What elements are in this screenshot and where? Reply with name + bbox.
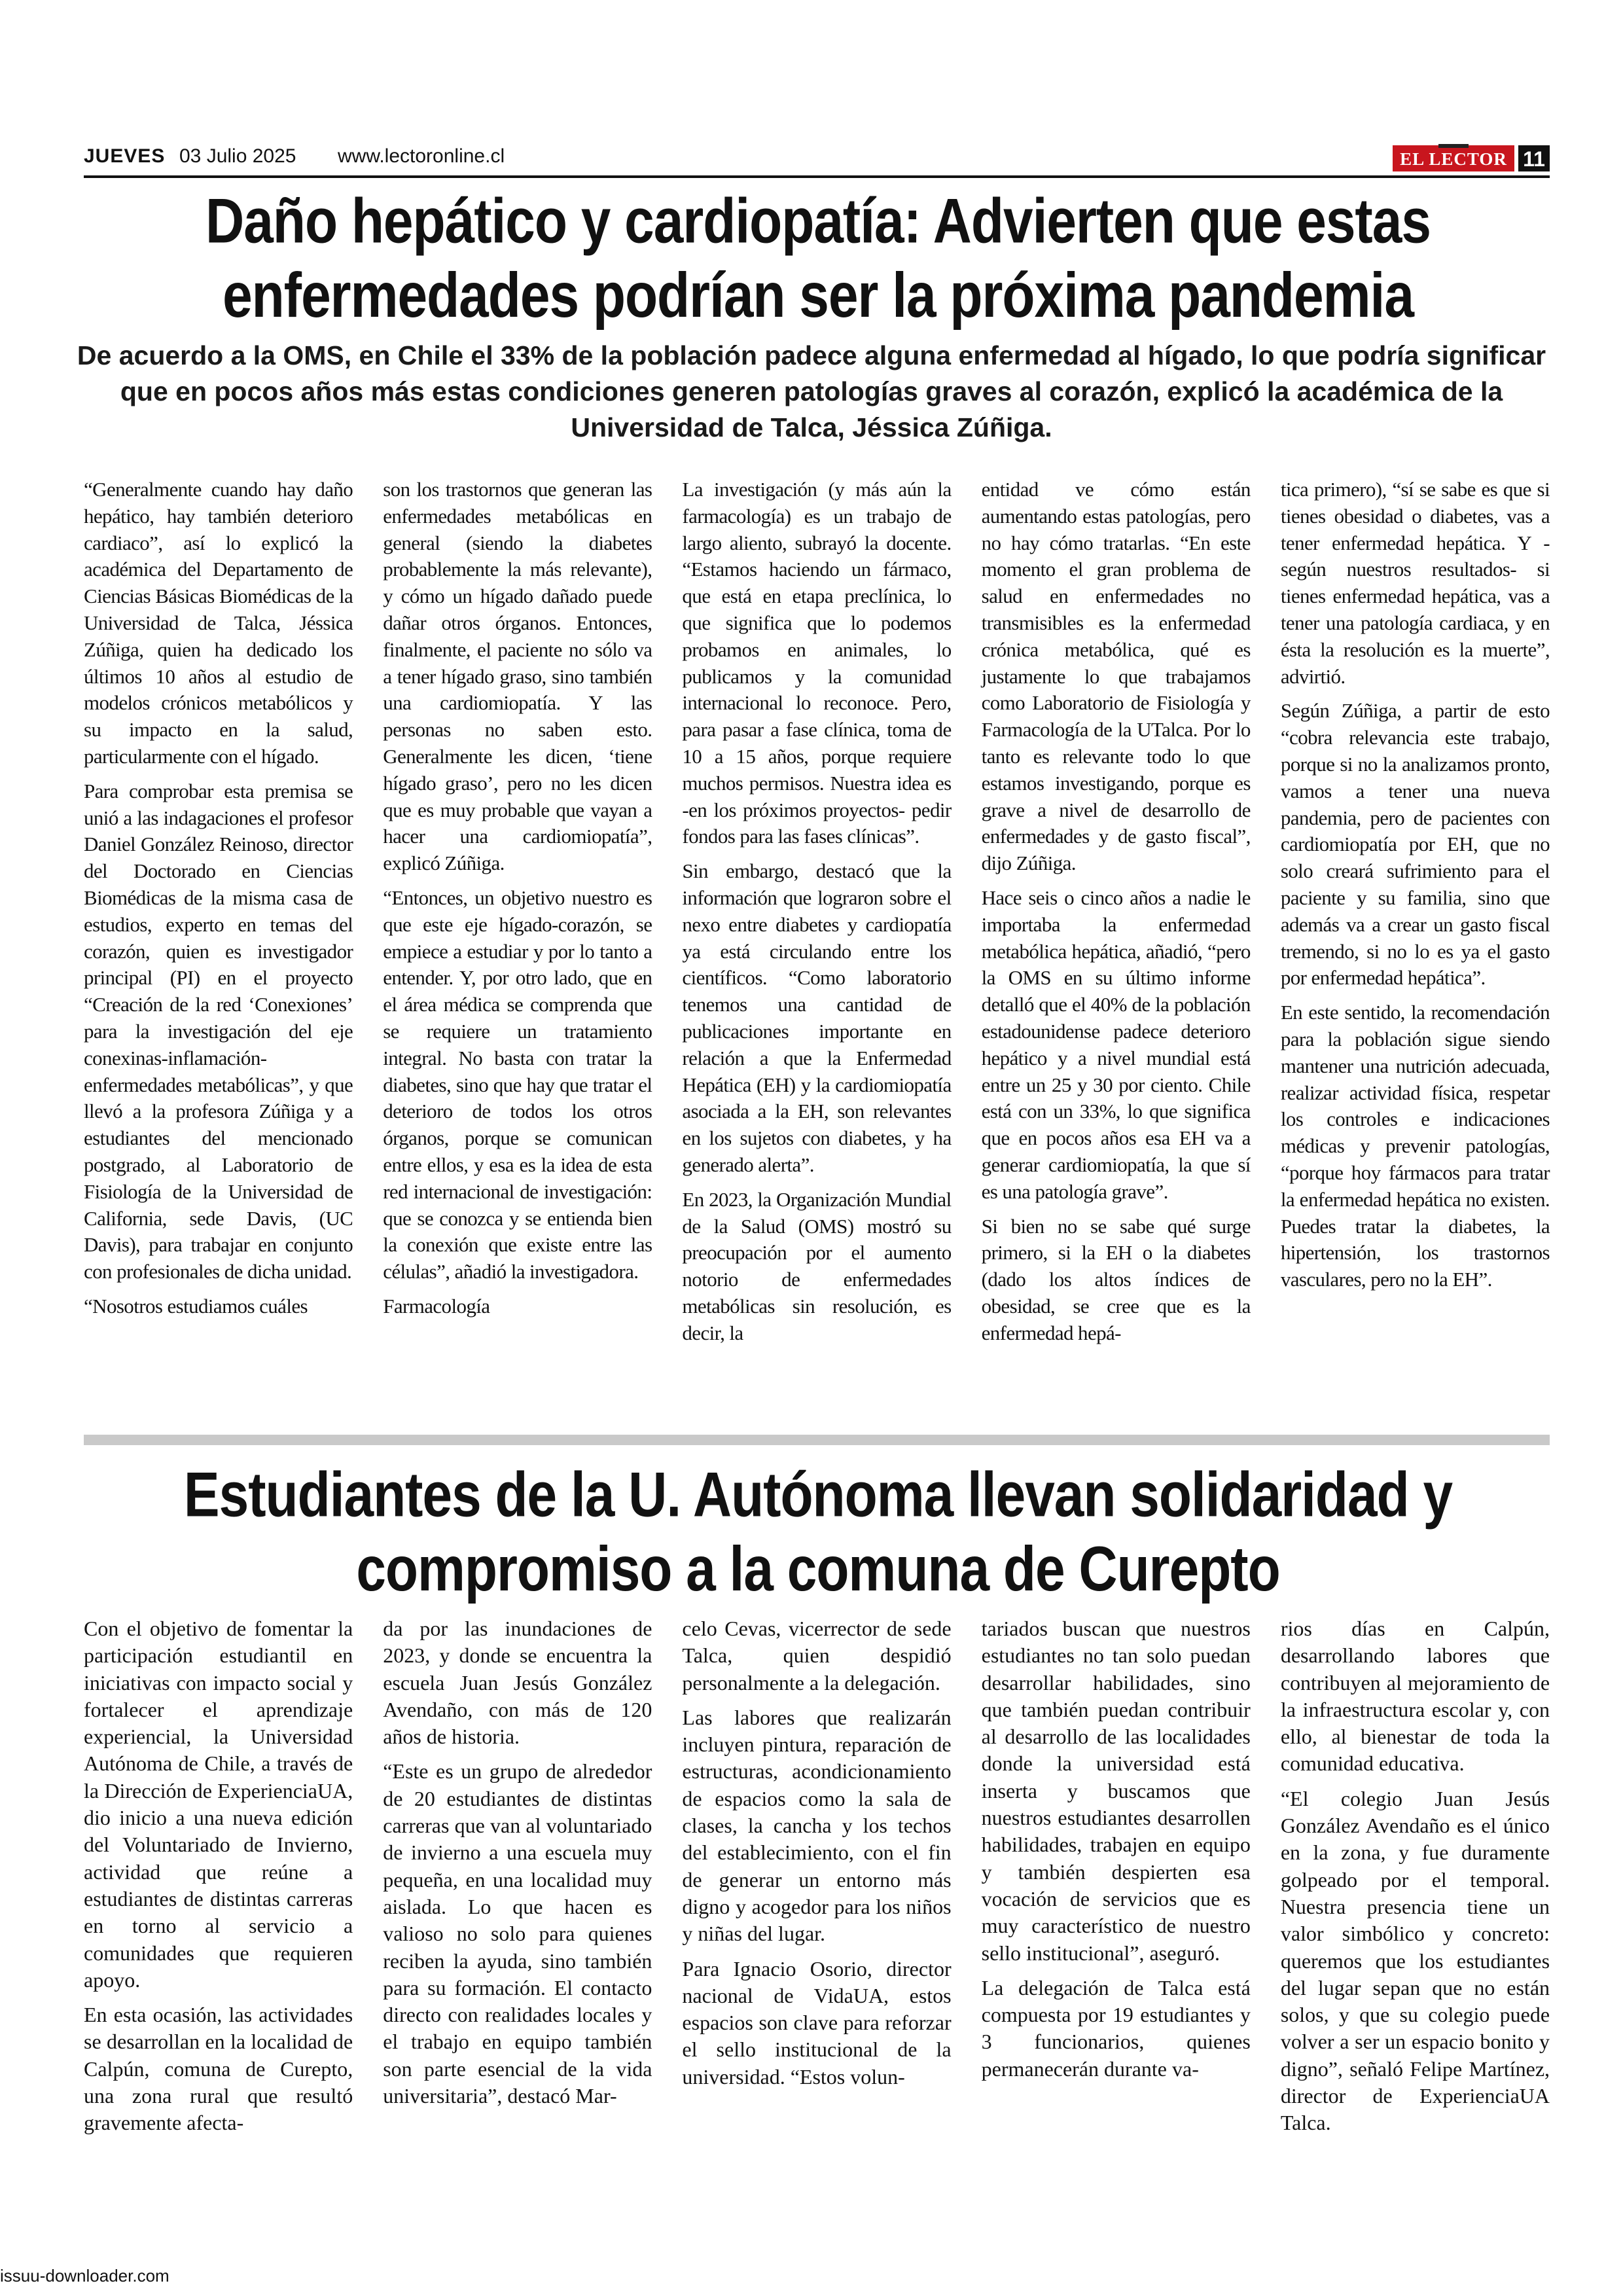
article1-column-2 — [383, 476, 652, 1418]
newspaper-logo — [1393, 145, 1514, 171]
paragraph: Para Ignacio Osorio, director nacional de VidaUA, estos espacios son clave para reforzar el sello institucional de la universidad. “Estos volun- — [682, 1956, 952, 2089]
article2-column-2 — [383, 1615, 652, 2191]
paragraph: “Entonces, un objetivo nuestro es que este eje hígado-corazón, se empiece a estudiar y por lo tanto a entender. Y, por otro lado, que en el área médica se comprenda que se requiere un tratamiento integral. No basta con tratar la diabetes, sino que hay que tratar el deterioro de todos los otros órganos, porque se comunican entre ellos, y esa es la idea de esta red internacional de investigación: que se conozca y se entienda bien la conexión que existe entre las células”, añadió la investigadora. — [383, 886, 652, 1283]
paragraph: tariados buscan que nuestros estudiantes no tan solo puedan desarrollar habilidades, sino que también puedan contribuir al desarrollo de las localidades donde la universidad está inserta y buscamos que nuestros estudiantes desarrollen habilidades, trabajen en equipo y también despierten esa vocación de servicios que es muy característico de nuestro sello institucional”, aseguró. — [981, 1617, 1251, 1965]
paragraph: La investigación (y más aún la farmacología) es un trabajo de largo aliento, subrayó la docente. “Estamos haciendo un fármaco, que está en etapa preclínica, lo que significa que lo podemos probamos en animales, lo publicamos y la comunidad internacional lo reconoce. Pero, para pasar a fase clínica, toma de 10 a 15 años, porque requiere muchos permisos. Nuestra idea es -en los próximos proyectos- pedir fondos para las fases clínicas”. — [682, 478, 952, 848]
watermark: issuu-downloader.com — [0, 2266, 169, 2286]
article1-column-1 — [84, 476, 353, 1418]
article2-column-5 — [1281, 1615, 1550, 2191]
paragraph: entidad ve cómo están aumentando estas patologías, pero no hay cómo tratarlas. “En este momento el gran problema de salud en enfermedades no transmisibles es la enfermedad crónica metabólica, qué es justamente lo que trabajamos como Laboratorio de Fisiología y Farmacología de la UTalca. Por lo tanto es relevante todo lo que estamos investigando, porque es grave a nivel de desarrollo de enfermedades y de gasto fiscal”, dijo Zúñiga. — [981, 478, 1251, 875]
paragraph: “El colegio Juan Jesús González Avendaño es el único en la zona, y fue duramente golpeado por el temporal. Nuestra presencia tiene un valor simbólico y concreto: queremos que los estudiantes del lugar sepan que no están solos, y que su colegio puede volver a ser un espacio bonito y digno”, señaló Felipe Martínez, director de ExperienciaUA Talca. — [1280, 1786, 1550, 2135]
article2-column-4 — [982, 1615, 1251, 2191]
article1-headline-line1: Daño hepático y cardiopatía: Advierten que estas — [205, 186, 1431, 257]
paragraph: tica primero), “sí se sabe es que si tienes obesidad o diabetes, vas a tener enfermedad hepática. Y -según nuestros resultados- si tienes enfermedad hepática, vas a tener una patología cardiaca, y en ésta la resolución es la muerte”, advirtió. — [1280, 478, 1550, 688]
article2-body — [84, 1615, 1550, 2191]
header-website[interactable]: www.lectoronline.cl — [338, 145, 505, 167]
article2-column-3 — [682, 1615, 951, 2191]
paragraph: Si bien no se sabe qué surge primero, si la EH o la diabetes (dado los altos índices de obesidad, se cree que es la enfermedad hepá- — [981, 1214, 1251, 1344]
article1-column-5 — [1281, 476, 1550, 1418]
article1-lede: De acuerdo a la OMS, en Chile el 33% de la población padece alguna enfermedad al hígado, lo que podría significar que en pocos años más estas condiciones generen patologías graves al corazón, explicó la académica de la Universidad de Talca, Jéssica Zúñiga. — [77, 340, 1546, 442]
article1-column-3 — [682, 476, 951, 1418]
page-header — [84, 145, 1550, 174]
article-separator — [84, 1435, 1550, 1445]
article1-column-4 — [982, 476, 1251, 1418]
paragraph: “Nosotros estudiamos cuáles — [84, 1294, 308, 1318]
paragraph: rios días en Calpún, desarrollando labores que contribuyen al mejoramiento de la infraestructura escolar y, con ello, al bienestar de toda la comunidad educativa. — [1280, 1617, 1550, 1776]
paragraph: “Este es un grupo de alrededor de 20 estudiantes de distintas carreras que van al voluntariado de invierno a una escuela muy pequeña, en una localidad muy aislada. Lo que hacen es valioso no solo para quienes reciben la ayuda, sino también para su formación. El contacto directo con realidades locales y el trabajo en equipo también son parte esencial de la vida universitaria”, destacó Mar- — [383, 1759, 652, 2108]
paragraph: Hace seis o cinco años a nadie le importaba la enfermedad metabólica hepática, añadió, “pero la OMS en su último informe detalló que el 40% de la población estadounidense padece deterioro hepático y a nivel mundial está entre un 25 y 30 por ciento. Chile está con un 33%, lo que significa que en pocos años esa EH va a generar cardiomiopatía, la que sí es una patología grave”. — [981, 886, 1251, 1203]
header-date: 03 Julio 2025 — [179, 145, 296, 167]
article2-column-1 — [84, 1615, 353, 2191]
subheading: Farmacología — [383, 1294, 490, 1318]
paragraph: Sin embargo, destacó que la información que lograron sobre el nexo entre diabetes y cardiopatía ya está circulando entre los científicos. “Como laboratorio tenemos una cantidad de publicaciones importante en relación a que la Enfermedad Hepática (EH) y la cardiomiopatía asociada a la EH, son relevantes en los sujetos con diabetes, y ha generado alerta”. — [682, 859, 952, 1176]
article1-body — [84, 476, 1550, 1418]
paragraph: En esta ocasión, las actividades se desarrollan en la localidad de Calpún, comuna de Curepto, una zona rural que resultó gravemente afecta- — [84, 2003, 353, 2135]
paragraph: son los trastornos que generan las enfermedades metabólicas en general (siendo la diabetes probablemente la más relevante), y cómo un hígado dañado puede dañar otros órganos. Entonces, finalmente, el paciente no sólo va a tener hígado graso, sino también una cardiomiopatía. Y las personas no saben esto. Generalmente les dicen, ‘tiene hígado graso’, pero no les dicen que es muy probable que vayan a hacer una cardiomiopatía”, explicó Zúñiga. — [383, 478, 652, 875]
paragraph: Según Zúñiga, a partir de esto “cobra relevancia este trabajo, porque si no la analizamos pronto, vamos a tener una nueva pandemia, pero de pacientes con cardiomiopatía por EH, que no solo creará sufrimiento para el paciente y su familia, sino que además va a crear un gasto fiscal tremendo, si no lo es ya el gasto por enfermedad hepática”. — [1280, 699, 1550, 990]
article2-headline — [85, 1458, 1551, 1607]
article2-headline-line2: compromiso a la comuna de Curepto — [356, 1534, 1280, 1605]
logo-text: EL LECTOR — [1400, 149, 1507, 169]
paragraph: En este sentido, la recomendación para la población sigue siendo mantener una nutrición adecuada, realizar actividad física, respetar los controles e indicaciones médicas y prevenir patologías, “porque hoy fármacos para tratar la enfermedad hepática no existen. Puedes tratar la diabetes, la hipertensión, los trastornos vasculares, pero no la EH”. — [1280, 1001, 1550, 1291]
article1-headline — [85, 185, 1551, 333]
logo-accent — [1438, 144, 1469, 148]
paragraph: Las labores que realizarán incluyen pintura, reparación de estructuras, acondicionamiento de espacios como la sala de clases, la cancha y los techos del establecimiento, con el fin de generar un entorno más digno y acogedor para los niños y niñas del lugar. — [682, 1705, 952, 1946]
article2-headline-line1: Estudiantes de la U. Autónoma llevan solidaridad y — [183, 1460, 1453, 1530]
article1-headline-line2: enfermedades podrían ser la próxima pandemia — [223, 260, 1414, 331]
paragraph: Con el objetivo de fomentar la participación estudiantil en iniciativas con impacto social y fortalecer el aprendizaje experiencial, la Universidad Autónoma de Chile, a través de la Dirección de ExperienciaUA, dio inicio a una nueva edición del Voluntariado de Invierno, actividad que reúne a estudiantes de distintas carreras en torno al servicio a comunidades que requieren apoyo. — [84, 1617, 353, 1992]
paragraph: da por las inundaciones de 2023, y donde se encuentra la escuela Juan Jesús González Avendaño, con más de 120 años de historia. — [383, 1617, 652, 1749]
header-day: JUEVES — [84, 145, 166, 167]
paragraph: La delegación de Talca está compuesta por 19 estudiantes y 3 funcionarios, quienes permanecerán durante va- — [981, 1975, 1251, 2081]
paragraph: celo Cevas, vicerrector de sede Talca, quien despidió personalmente a la delegación. — [682, 1617, 952, 1695]
paragraph: Para comprobar esta premisa se unió a las indagaciones el profesor Daniel González Reinoso, director del Doctorado en Ciencias Biomédicas de la misma casa de estudios, experto en temas del corazón, quien es investigador principal (PI) en el proyecto “Creación de la red ‘Conexiones’ para la investigación del eje conexinas-inflamación-enfermedades metabólicas”, y que llevó a la profesora Zúñiga y a estudiantes del mencionado postgrado, al Laboratorio de Fisiología de la Universidad de California, sede Davis, (UC Davis), para trabajar en conjunto con profesionales de dicha unidad. — [84, 779, 353, 1283]
paragraph: “Generalmente cuando hay daño hepático, hay también deterioro cardiaco”, así lo explicó la académica del Departamento de Ciencias Básicas Biomédicas de la Universidad de Talca, Jéssica Zúñiga, quien ha dedicado los últimos 10 años al estudio de modelos crónicos metabólicos y su impacto en la salud, particularmente con el hígado. — [84, 478, 353, 768]
header-rule — [84, 175, 1550, 178]
page-number: 11 — [1518, 145, 1550, 171]
paragraph: En 2023, la Organización Mundial de la Salud (OMS) mostró su preocupación por el aumento notorio de enfermedades metabólicas sin resolución, es decir, la — [682, 1187, 952, 1344]
